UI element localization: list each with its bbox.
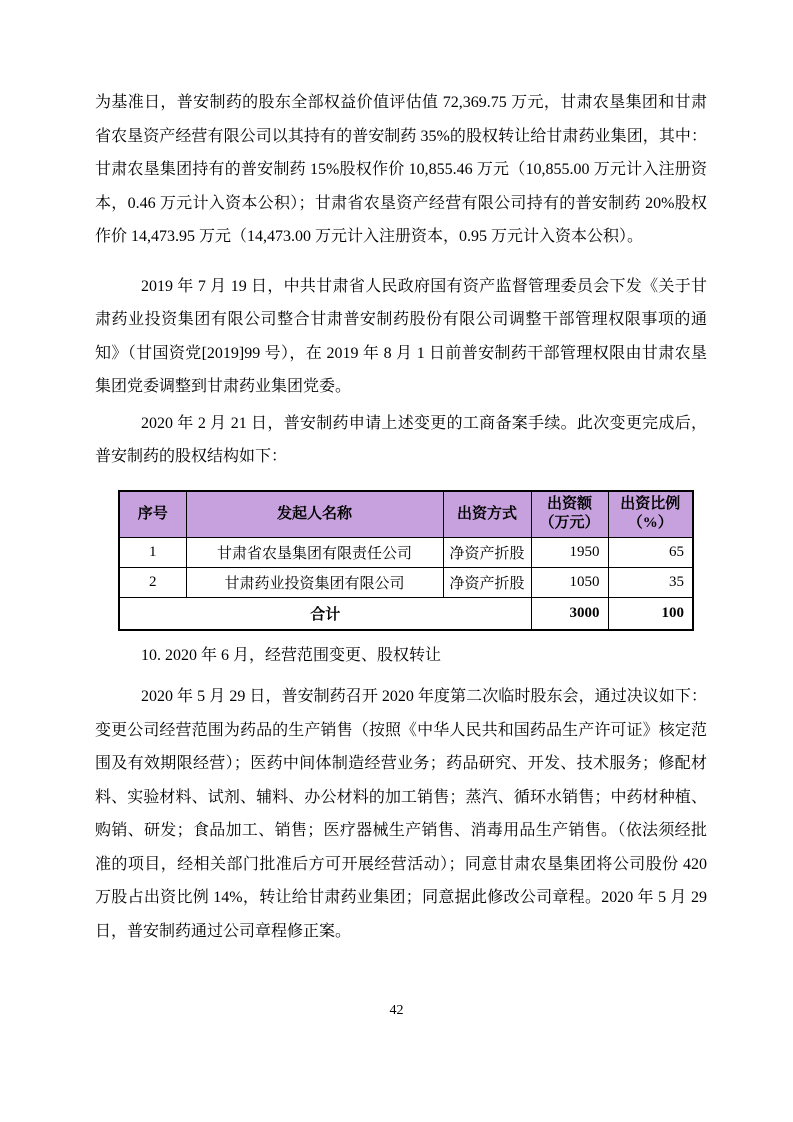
col-header-no: 序号 (119, 491, 186, 538)
table-header-row (119, 491, 693, 538)
cell-method: 净资产折股 (443, 537, 531, 567)
table-total-row (119, 597, 693, 630)
body-paragraph-valuation: 为基准日，普安制药的股东全部权益价值评估值 72,369.75 万元，甘肃农垦集团和甘肃省农垦资产经营有限公司以其持有的普安制药 35%的股权转让给甘肃药业集团，其中：甘肃农垦集团持有的普安制药 15%股权作价 10,855.46 万元（10,855.00 万元计入注册资本，0.46 万元计入资本公积）；甘肃省农垦资产经营有限公司持有的普安制药 20%股权作价 14,473.95 万元（14,473.00 万元计入注册资本，0.95 万元计入资本公积）。 (95, 94, 707, 245)
body-paragraph-resolution: 2020 年 5 月 29 日，普安制药召开 2020 年度第二次临时股东会，通过决议如下：变更公司经营范围为药品的生产销售（按照《中华人民共和国药品生产许可证》核定范围及有效期限经营）；医药中间体制造经营业务；药品研究、开发、技术服务；修配材料、实验材料、试剂、辅料、办公材料的加工销售；蒸汽、循环水销售；中药材种植、购销、研发；食品加工、销售；医疗器械生产销售、消毒用品生产销售。（依法须经批准的项目，经相关部门批准后方可开展经营活动）；同意甘肃农垦集团将公司股份 420 万股占出资比例 14%，转让给甘肃药业集团；同意据此修改公司章程。2020 年 5 月 29 日，普安制药通过公司章程修正案。 (95, 688, 707, 940)
shareholding-structure-table (118, 490, 694, 631)
cell-no: 2 (119, 567, 186, 597)
col-header-amount (531, 491, 608, 538)
cell-total-ratio: 100 (608, 597, 693, 630)
col-header-method: 出资方式 (443, 491, 531, 538)
cell-amount: 1050 (531, 567, 608, 597)
cell-promoter-name: 甘肃药业投资集团有限公司 (186, 567, 443, 597)
cell-total-label: 合计 (119, 597, 531, 630)
col-header-name: 发起人名称 (186, 491, 443, 538)
cell-total-amount: 3000 (531, 597, 608, 630)
body-paragraph-registration: 2020 年 2 月 21 日，普安制药申请上述变更的工商备案手续。此次变更完成后，普安制药的股权结构如下： (95, 414, 707, 465)
cell-amount: 1950 (531, 537, 608, 567)
col-header-amount-line1: 出资额 (546, 496, 592, 512)
cell-promoter-name: 甘肃省农垦集团有限责任公司 (186, 537, 443, 567)
body-paragraph-sasac-notice: 2019 年 7 月 19 日，中共甘肃省人民政府国有资产监督管理委员会下发《关于甘肃药业投资集团有限公司整合甘肃普安制药股份有限公司调整干部管理权限事项的通知》（甘国资党[2019]99 号），在 2019 年 8 月 1 日前普安制药干部管理权限由甘肃农垦集团党委调整到甘肃药业集团党委。 (95, 277, 707, 395)
col-header-ratio-line1: 出资比例 (620, 496, 681, 512)
col-header-ratio (608, 491, 693, 538)
table-row (119, 567, 693, 597)
col-header-amount-line2: （万元） (539, 515, 600, 531)
col-header-ratio-line2: （%） (627, 515, 673, 531)
section-heading-item10: 10. 2020 年 6 月，经营范围变更、股权转让 (141, 646, 442, 664)
table-row (119, 537, 693, 567)
page-number: 42 (389, 1003, 404, 1018)
cell-ratio: 65 (608, 537, 693, 567)
document-body (95, 0, 707, 948)
cell-method: 净资产折股 (443, 567, 531, 597)
cell-ratio: 35 (608, 567, 693, 597)
cell-no: 1 (119, 537, 186, 567)
